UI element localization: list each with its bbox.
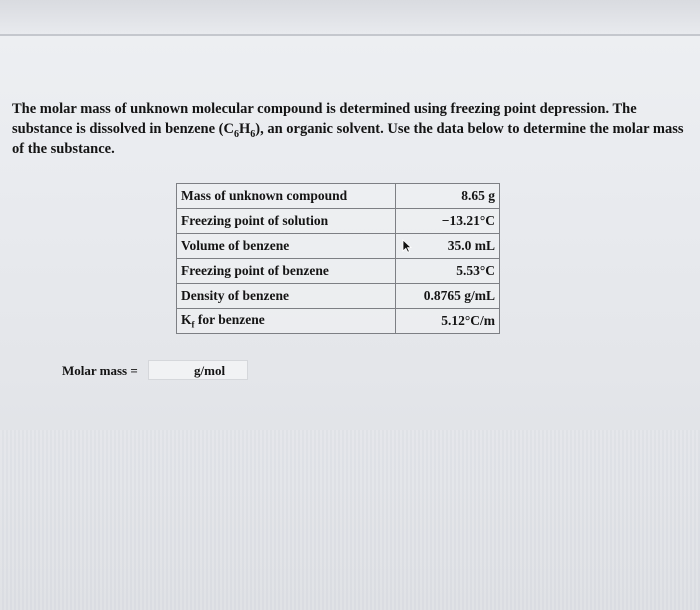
row-value: 5.12°C/m: [396, 309, 500, 334]
table-row: [177, 259, 500, 284]
question-text: The molar mass of unknown molecular compound is determined using freezing point depression. The substance is dissolved in benzene $(C_6H_6)$, an organic solvent. Use the data below to determine the molar mass of the substance.: [12, 101, 684, 157]
table-row: [177, 309, 500, 334]
row-value: −13.21°C: [396, 209, 500, 234]
row-value-cell: [396, 234, 500, 259]
row-label: Freezing point of benzene: [177, 259, 396, 284]
molar-mass-label: Molar mass =: [62, 363, 138, 378]
row-label: $K_f$ for benzene: [177, 309, 396, 334]
row-value: 5.53°C: [396, 259, 500, 284]
table-row: [177, 234, 500, 259]
unit-label: g/mol: [194, 363, 226, 378]
row-label: Volume of benzene: [177, 234, 396, 259]
table-row: [177, 284, 500, 309]
row-label: Density of benzene: [177, 284, 396, 309]
screen-glare: [0, 430, 700, 610]
data-table: [176, 183, 500, 334]
table-row: [177, 184, 500, 209]
row-value: 0.8765 g/mL: [396, 284, 500, 309]
row-label: Mass of unknown compound: [177, 184, 396, 209]
row-label: Freezing point of solution: [177, 209, 396, 234]
browser-top-strip: [0, 0, 700, 36]
row-value: 35.0 mL: [447, 238, 495, 253]
mouse-pointer-icon: [402, 239, 412, 253]
table-row: [177, 209, 500, 234]
row-value: 8.65 g: [396, 184, 500, 209]
